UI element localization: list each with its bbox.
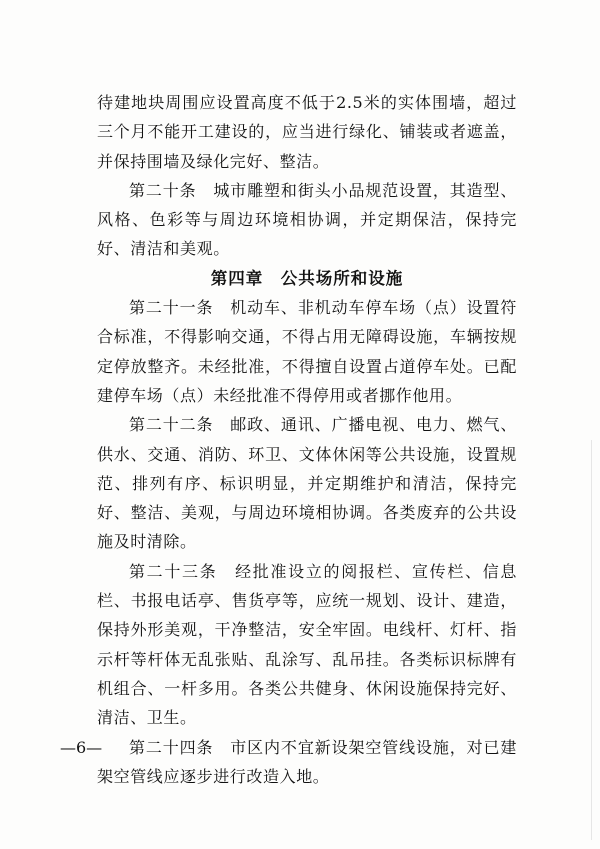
document-body xyxy=(97,88,517,791)
paragraph-wall-requirement: 待建地块周围应设置高度不低于2.5米的实体围墙，超过三个月不能开工建设的，应当进行绿化、铺装或者遮盖，并保持围墙及绿化完好、整洁。 xyxy=(97,93,517,171)
paragraph-article-21: 第二十一条 机动车、非机动车停车场（点）设置符合标准，不得影响交通，不得占用无障碍设施，车辆按规定停放整齐。未经批准，不得擅自设置占道停车处。已配建停车场（点）未经批准不得停用或者挪作他用。 xyxy=(97,298,517,405)
chapter-title: 第四章 公共场所和设施 xyxy=(210,268,404,288)
paragraph-article-24: 第二十四条 市区内不宜新设架空管线设施，对已建架空管线应逐步进行改造入地。 xyxy=(97,737,517,786)
page-number: —6— xyxy=(60,738,103,757)
scan-edge-line xyxy=(591,440,592,840)
paragraph-article-20: 第二十条 城市雕塑和街头小品规范设置，其造型、风格、色彩等与周边环境相协调，并定期保洁，保持完好、清洁和美观。 xyxy=(97,180,517,259)
paragraph-article-22: 第二十二条 邮政、通讯、广播电视、电力、燃气、供水、交通、消防、环卫、文体休闲等公共设施，设置规范、排列有序、标识明显，并定期维护和清洁，保持完好、整洁、美观，与周边环境相协调。各类废弃的公共设施及时清除。 xyxy=(97,415,517,552)
paragraph-article-23: 第二十三条 经批准设立的阅报栏、宣传栏、信息栏、书报电话亭、售货亭等，应统一规划、设计、建造，保持外形美观，干净整洁，安全牢固。电线杆、灯杆、指示杆等杆体无乱张贴、乱涂写、乱吊挂。各类标识标牌有机组合、一杆多用。各类公共健身、休闲设施保持完好、清洁、卫生。 xyxy=(97,561,517,728)
